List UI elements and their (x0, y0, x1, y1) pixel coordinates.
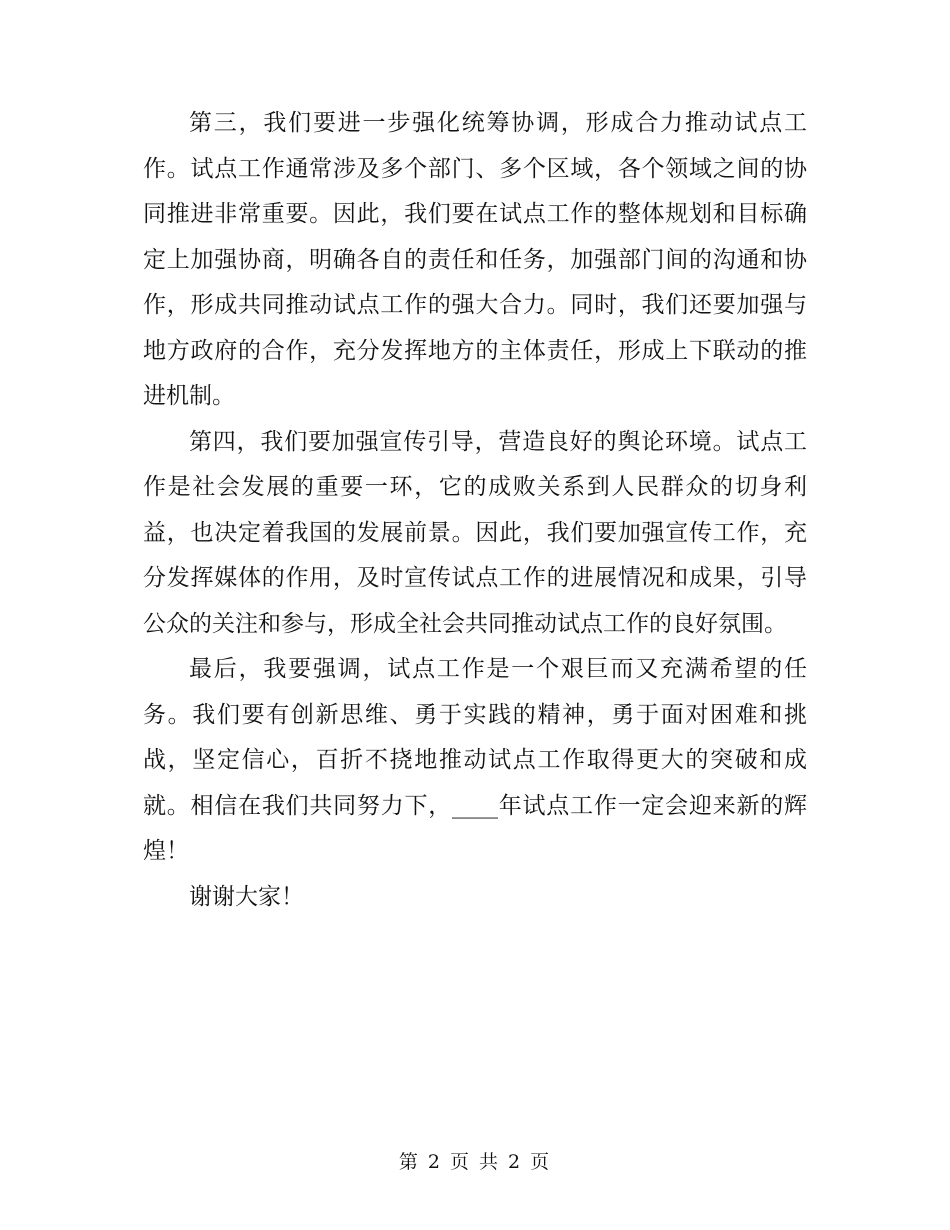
paragraph-third-point: 第三，我们要进一步强化统筹协调，形成合力推动试点工作。试点工作通常涉及多个部门、多个区域，各个领域之间的协同推进非常重要。因此，我们要在试点工作的整体规划和目标确定上加强协商，明确各自的责任和任务，加强部门间的沟通和协作，形成共同推动试点工作的强大合力。同时，我们还要加强与地方政府的合作，充分发挥地方的主体责任，形成上下联动的推进机制。 (143, 110, 807, 409)
paragraph-conclusion: 最后，我要强调，试点工作是一个艰巨而又充满希望的任务。我们要有创新思维、勇于实践的精神，勇于面对困难和挑战，坚定信心，百折不挠地推动试点工作取得更大的突破和成就。相信在我们共同努力下，____年试点工作一定会迎来新的辉煌！ (143, 656, 807, 864)
paragraph-fourth-point: 第四，我们要加强宣传引导，营造良好的舆论环境。试点工作是社会发展的重要一环，它的成败关系到人民群众的切身利益，也决定着我国的发展前景。因此，我们要加强宣传工作，充分发挥媒体的作用，及时宣传试点工作的进展情况和成果，引导公众的关注和参与，形成全社会共同推动试点工作的良好氛围。 (143, 428, 807, 637)
paragraph-thanks: 谢谢大家！ (189, 883, 304, 910)
document-body (143, 101, 807, 920)
page-number-footer: 第 2 页 共 2 页 (398, 1151, 552, 1173)
